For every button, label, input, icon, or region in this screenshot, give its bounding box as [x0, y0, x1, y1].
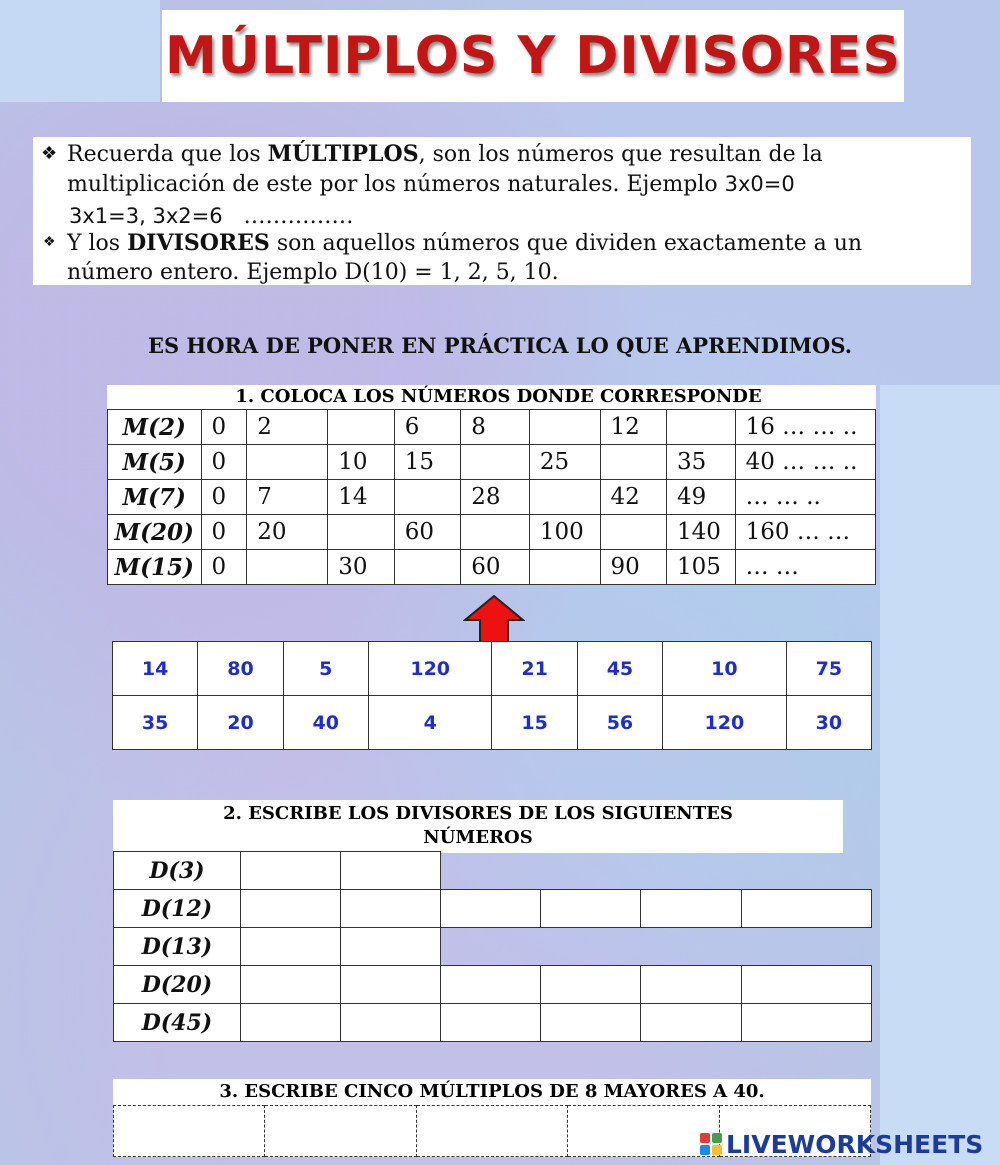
table-cell: 10: [328, 445, 395, 480]
table-cell: 16 … … ..: [735, 410, 875, 445]
intro-line-3: 3x1=3, 3x2=6 ……………: [69, 204, 354, 229]
row-label: M(15): [108, 550, 202, 585]
table-cell: 12: [600, 410, 667, 445]
draggable-number[interactable]: 75: [786, 642, 871, 696]
brand-text: LIVEWORKSHEETS: [726, 1129, 984, 1159]
draggable-number[interactable]: 20: [198, 696, 283, 750]
draggable-number[interactable]: 21: [492, 642, 577, 696]
draggable-number[interactable]: 120: [368, 642, 492, 696]
empty-space: [742, 852, 872, 890]
table-cell: 49: [667, 480, 736, 515]
table-cell: 6: [394, 410, 461, 445]
right-strip-decoration: [880, 385, 1000, 1165]
empty-space: [641, 928, 742, 966]
answer-input-cell[interactable]: [742, 890, 872, 928]
row-label: D(12): [114, 890, 241, 928]
drop-target-cell[interactable]: [394, 480, 461, 515]
table-cell: 60: [461, 550, 530, 585]
logo-square: [712, 1133, 722, 1143]
table-cell: 2: [247, 410, 328, 445]
row-label: D(20): [114, 966, 241, 1004]
liveworksheets-logo-icon: [700, 1133, 722, 1155]
intro-line-4: Y los DIVISORES son aquellos números que dividen exactamente a un: [67, 230, 863, 256]
draggable-number[interactable]: 5: [283, 642, 368, 696]
answer-input-cell[interactable]: [416, 1106, 567, 1157]
row-label: D(3): [114, 852, 241, 890]
table-cell: 40 … … ..: [735, 445, 875, 480]
draggable-number[interactable]: 30: [786, 696, 871, 750]
table-cell: 0: [201, 480, 247, 515]
table-cell: 30: [328, 550, 395, 585]
drop-target-cell[interactable]: [247, 445, 328, 480]
row-label: M(2): [108, 410, 202, 445]
answer-input-cell[interactable]: [742, 1004, 872, 1042]
drop-target-cell[interactable]: [328, 515, 395, 550]
table-cell: 0: [201, 550, 247, 585]
multiples-row: [108, 410, 876, 445]
multiples-row: [108, 515, 876, 550]
answer-input-cell[interactable]: [240, 928, 340, 966]
drop-target-cell[interactable]: [461, 515, 530, 550]
table-cell: 60: [394, 515, 461, 550]
table-cell: 90: [600, 550, 667, 585]
answer-input-cell[interactable]: [541, 966, 641, 1004]
answer-input-cell[interactable]: [440, 890, 541, 928]
intro-box: [33, 137, 971, 285]
logo-square: [700, 1145, 710, 1155]
page-title: MÚLTIPLOS Y DIVISORES: [165, 26, 901, 86]
practice-heading: ES HORA DE PONER EN PRÁCTICA LO QUE APRENDIMOS.: [147, 333, 853, 358]
drop-target-cell[interactable]: [529, 480, 600, 515]
divisors-row: [114, 966, 872, 1004]
intro-line-2: multiplicación de este por los números naturales. Ejemplo 3x0=0: [67, 172, 795, 197]
answer-input-cell[interactable]: [440, 1004, 541, 1042]
table-cell: 160 … …: [735, 515, 875, 550]
table-cell: 25: [529, 445, 600, 480]
liveworksheets-brand: [700, 1128, 983, 1160]
draggable-number[interactable]: 4: [368, 696, 492, 750]
draggable-number[interactable]: 80: [198, 642, 283, 696]
row-label: D(45): [114, 1004, 241, 1042]
draggable-number[interactable]: 14: [113, 642, 198, 696]
draggable-number[interactable]: 40: [283, 696, 368, 750]
divisors-row: [114, 1004, 872, 1042]
divisors-row: [114, 890, 872, 928]
drop-target-cell[interactable]: [667, 410, 736, 445]
answer-input-cell[interactable]: [240, 1004, 340, 1042]
divisors-row: [114, 852, 872, 890]
table-cell: … … ..: [735, 480, 875, 515]
multiples-row: [108, 550, 876, 585]
table-cell: 42: [600, 480, 667, 515]
answer-input-cell[interactable]: [541, 1004, 641, 1042]
drop-target-cell[interactable]: [461, 445, 530, 480]
corner-decoration: [0, 0, 160, 102]
diamond-bullet-icon: ❖: [41, 143, 58, 164]
row-label: M(7): [108, 480, 202, 515]
drop-target-cell[interactable]: [529, 550, 600, 585]
multiples-table: [107, 409, 876, 585]
draggable-number[interactable]: 35: [113, 696, 198, 750]
drop-target-cell[interactable]: [328, 410, 395, 445]
table-cell: 8: [461, 410, 530, 445]
answer-input-cell[interactable]: [340, 966, 440, 1004]
answer-input-cell[interactable]: [340, 852, 440, 890]
drop-target-cell[interactable]: [600, 445, 667, 480]
table-cell: … …: [735, 550, 875, 585]
row-label: M(20): [108, 515, 202, 550]
draggable-number[interactable]: 10: [663, 642, 787, 696]
exercise-1-title: 1. COLOCA LOS NÚMEROS DONDE CORRESPONDE: [235, 386, 762, 407]
drop-target-cell[interactable]: [394, 550, 461, 585]
intro-line-1: Recuerda que los MÚLTIPLOS, son los números que resultan de la: [67, 141, 823, 167]
table-cell: 105: [667, 550, 736, 585]
row-label: M(5): [108, 445, 202, 480]
answer-input-cell[interactable]: [568, 1106, 719, 1157]
answer-input-cell[interactable]: [340, 928, 440, 966]
answer-input-cell[interactable]: [641, 890, 742, 928]
answer-input-cell[interactable]: [541, 890, 641, 928]
draggable-number[interactable]: 45: [577, 642, 662, 696]
exercise-1: [107, 385, 876, 585]
exercise-2-title: 2. ESCRIBE LOS DIVISORES DE LOS SIGUIENTES NÚMEROS: [113, 800, 843, 853]
table-cell: 20: [247, 515, 328, 550]
up-arrow-icon: [463, 594, 525, 644]
table-cell: 7: [247, 480, 328, 515]
number-options-table: [112, 641, 872, 750]
drop-target-cell[interactable]: [247, 550, 328, 585]
answer-input-cell[interactable]: [240, 966, 340, 1004]
drop-target-cell[interactable]: [529, 410, 600, 445]
empty-space: [742, 928, 872, 966]
table-cell: 140: [667, 515, 736, 550]
multiples-row: [108, 445, 876, 480]
logo-square: [712, 1145, 722, 1155]
answer-input-cell[interactable]: [742, 966, 872, 1004]
exercise-3-title: 3. ESCRIBE CINCO MÚLTIPLOS DE 8 MAYORES A 40.: [113, 1079, 871, 1105]
logo-square: [700, 1133, 710, 1143]
answer-input-cell[interactable]: [240, 890, 340, 928]
empty-space: [440, 928, 541, 966]
diamond-bullet-icon: ❖: [43, 234, 56, 250]
empty-space: [641, 852, 742, 890]
multiples-row: [108, 480, 876, 515]
answer-input-cell[interactable]: [340, 890, 440, 928]
divisors-row: [114, 928, 872, 966]
options-row: [113, 642, 872, 696]
answer-input-cell[interactable]: [340, 1004, 440, 1042]
answer-input-cell[interactable]: [641, 1004, 742, 1042]
answer-input-cell[interactable]: [240, 852, 340, 890]
options-row: [113, 696, 872, 750]
draggable-number[interactable]: 15: [492, 696, 577, 750]
empty-space: [440, 852, 541, 890]
empty-space: [541, 852, 641, 890]
answer-input-cell[interactable]: [265, 1106, 416, 1157]
row-label: D(13): [114, 928, 241, 966]
table-cell: 0: [201, 410, 247, 445]
empty-space: [541, 928, 641, 966]
table-cell: 0: [201, 515, 247, 550]
table-cell: 28: [461, 480, 530, 515]
drop-target-cell[interactable]: [600, 515, 667, 550]
answer-input-cell[interactable]: [440, 966, 541, 1004]
table-cell: 15: [394, 445, 461, 480]
table-cell: 35: [667, 445, 736, 480]
draggable-number[interactable]: 120: [663, 696, 787, 750]
intro-line-5: número entero. Ejemplo D(10) = 1, 2, 5, 10.: [67, 260, 559, 285]
table-cell: 0: [201, 445, 247, 480]
divisors-table: [113, 851, 872, 1042]
title-banner: [162, 10, 904, 102]
table-cell: 14: [328, 480, 395, 515]
answer-input-cell[interactable]: [114, 1106, 265, 1157]
draggable-number[interactable]: 56: [577, 696, 662, 750]
table-cell: 100: [529, 515, 600, 550]
answer-input-cell[interactable]: [641, 966, 742, 1004]
